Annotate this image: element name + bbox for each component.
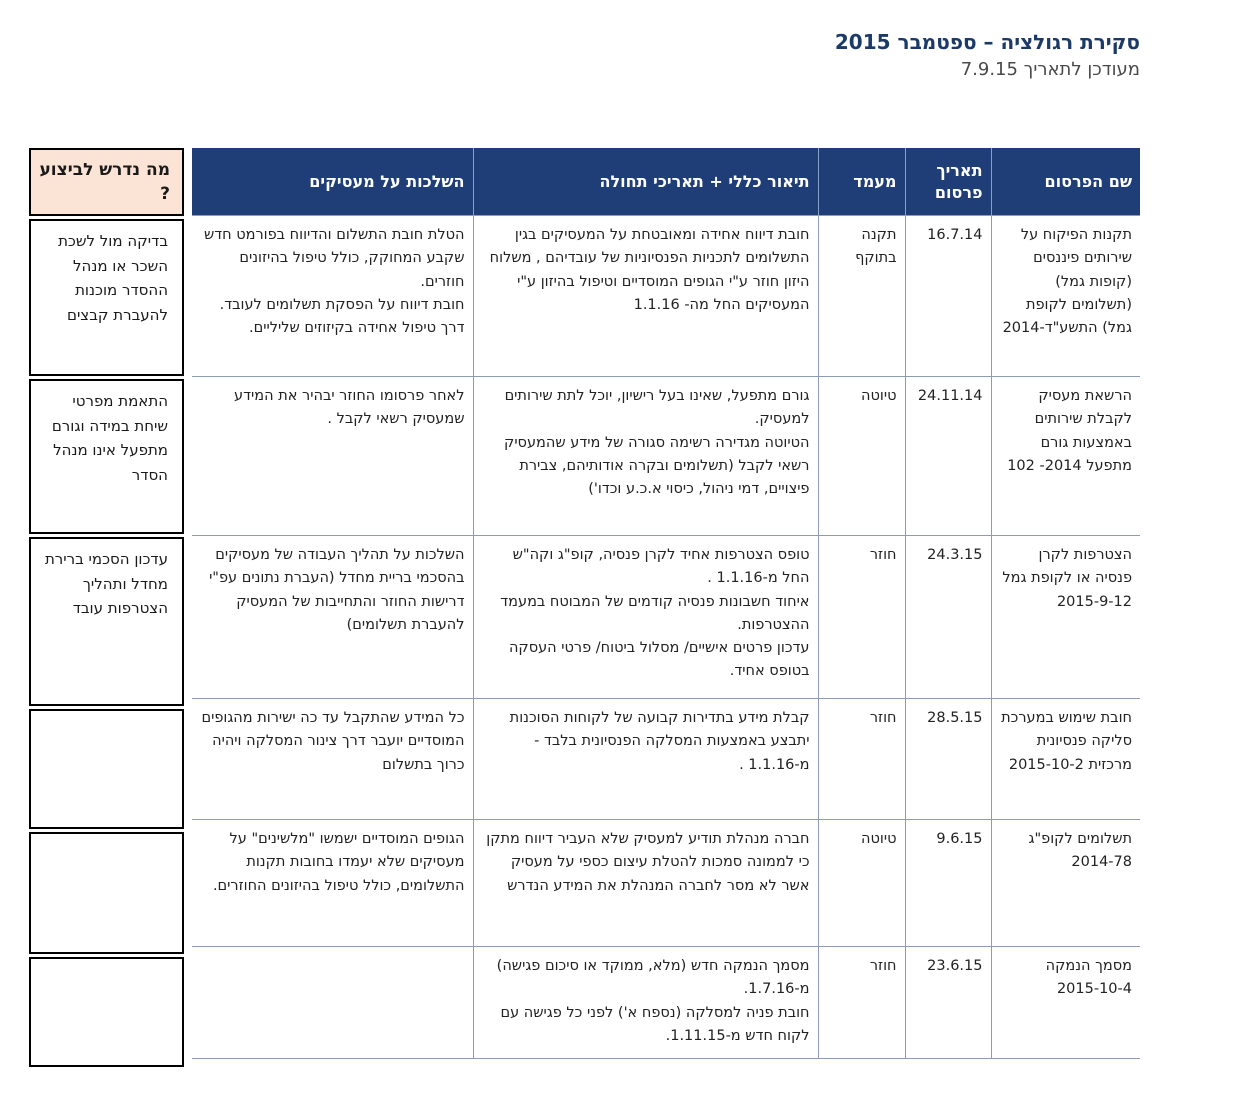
- description-cell: [473, 947, 818, 1059]
- table-row: [192, 216, 1140, 377]
- implications-cell: [192, 377, 473, 536]
- action-item: [29, 957, 184, 1067]
- status-cell: טיוטה: [818, 377, 905, 536]
- implications-paragraph: כל המידע שהתקבל עד כה ישירות מהגופים המוסדיים יועבר דרך צינור המסלקה ויהיה כרוך בתשלום: [201, 710, 465, 773]
- column-header-name: שם הפרסום: [991, 148, 1140, 216]
- implications-cell: [192, 947, 473, 1059]
- table-row: [192, 820, 1140, 947]
- document-title: סקירת רגולציה – ספטמבר 2015: [834, 30, 1140, 54]
- table-header-row: [192, 148, 1140, 216]
- action-item: עדכון הסכמי ברירת מחדל ותהליך הצטרפות עובד: [29, 537, 184, 706]
- document-header: [835, 28, 1140, 84]
- publication-name-cell: מסמך הנמקה 2015-10-4: [991, 947, 1140, 1059]
- implications-paragraph: חובת דיווח על הפסקת תשלומים לעובד.: [219, 296, 465, 313]
- action-column-header: מה נדרש לביצוע ?: [29, 148, 184, 216]
- regulation-table: [192, 148, 1140, 1059]
- column-header-description: תיאור כללי + תאריכי תחולה: [473, 148, 818, 216]
- action-item: [29, 709, 184, 829]
- publication-date-cell: 24.3.15: [905, 536, 991, 699]
- implications-paragraph: לאחר פרסומו החוזר יבהיר את המידע שמעסיק רשאי לקבל .: [234, 388, 465, 428]
- description-paragraph: קבלת מידע בתדירות קבועה של לקוחות הסוכנות יתבצע באמצעות המסלקה הפנסיונית בלבד - מ-1.1.16 .: [509, 710, 810, 773]
- description-paragraph: עדכון פרטים אישיים/ מסלול ביטוח/ פרטי העסקה בטופס אחיד.: [508, 640, 810, 680]
- description-cell: [473, 820, 818, 947]
- status-cell: חוזר: [818, 536, 905, 699]
- implications-cell: [192, 820, 473, 947]
- table-row: [192, 377, 1140, 536]
- implications-paragraph: הגופים המוסדיים ישמשו "מלשינים" על מעסיקים שלא יעמדו בחובות תקנות התשלומים, כולל טיפול בהיזונים החוזרים.: [212, 831, 465, 894]
- table-row: [192, 699, 1140, 820]
- publication-name-cell: חובת שימוש במערכת סליקה פנסיונית מרכזית 2015-10-2: [991, 699, 1140, 820]
- status-cell: טיוטה: [818, 820, 905, 947]
- action-item: בדיקה מול לשכת השכר או מנהל ההסדר מוכנות להעברת קבצים: [29, 219, 184, 376]
- description-paragraph: גורם מתפעל, שאינו בעל רישיון, יוכל לתת שירותים למעסיק.: [504, 388, 810, 428]
- description-cell: [473, 377, 818, 536]
- publication-date-cell: 24.11.14: [905, 377, 991, 536]
- publication-name-cell: תשלומים לקופ"ג 2014-78: [991, 820, 1140, 947]
- publication-date-cell: 23.6.15: [905, 947, 991, 1059]
- description-paragraph: איחוד חשבונות פנסיה קודמים של המבוטח במעמד ההצטרפות.: [500, 593, 810, 633]
- implications-cell: [192, 699, 473, 820]
- publication-name-cell: הרשאת מעסיק לקבלת שירותים באמצעות גורם מתפעל 2014- 102: [991, 377, 1140, 536]
- action-item: [29, 832, 184, 954]
- publication-date-cell: 9.6.15: [905, 820, 991, 947]
- publication-date-cell: 28.5.15: [905, 699, 991, 820]
- action-column: [29, 148, 184, 1067]
- status-cell: תקנה בתוקף: [818, 216, 905, 377]
- column-header-implications: השלכות על מעסיקים: [192, 148, 473, 216]
- description-cell: [473, 536, 818, 699]
- table-row: [192, 947, 1140, 1059]
- publication-date-cell: 16.7.14: [905, 216, 991, 377]
- description-paragraph: חובת פניה למסלקה (נספח א') לפני כל פגישה עם לקוח חדש מ-1.11.15.: [500, 1004, 810, 1044]
- table-row: [192, 536, 1140, 699]
- description-cell: [473, 216, 818, 377]
- publication-name-cell: תקנות הפיקוח על שירותים פיננסים (קופות גמל) (תשלומים לקופת גמל) התשע"ד-2014: [991, 216, 1140, 377]
- publication-name-cell: הצטרפות לקרן פנסיה או לקופת גמל 2015-9-12: [991, 536, 1140, 699]
- description-paragraph: חובת דיווח אחידה ומאובטחת על המעסיקים בגין התשלומים לתכניות הפנסיוניות של עובדיהם , משלוח היזון חוזר ע"י הגופים המוסדיים וטיפול בהיזון ע"י המעסיקים החל מה- 1.1.16: [489, 227, 810, 313]
- status-cell: חוזר: [818, 947, 905, 1059]
- implications-cell: [192, 536, 473, 699]
- document-subtitle: מעודכן לתאריך 7.9.15: [960, 59, 1140, 80]
- description-paragraph: הטיוטה מגדירה רשימה סגורה של מידע שהמעסיק רשאי לקבל (תשלומים ובקרה אודותיהם, צבירת פיצויים, דמי ניהול, כיסוי א.כ.ע וכדו'): [504, 434, 810, 498]
- description-paragraph: חברה מנהלת תודיע למעסיק שלא העביר דיווח מתקן כי לממונה סמכות להטלת עיצום כספי על מעסיק אשר לא מסר לחברה המנהלת את המידע הנדרש: [486, 831, 810, 894]
- description-paragraph: טופס הצטרפות אחיד לקרן פנסיה, קופ"ג וקה"ש החל מ-1.1.16 .: [512, 547, 810, 587]
- implications-paragraph: הטלת חובת התשלום והדיווח בפורמט חדש שקבע המחוקק, כולל טיפול בהיזונים חוזרים.: [203, 227, 465, 290]
- implications-paragraph: דרך טיפול אחידה בקיזוזים שליליים.: [249, 320, 465, 337]
- status-cell: חוזר: [818, 699, 905, 820]
- implications-cell: [192, 216, 473, 377]
- column-header-date: תאריך פרסום: [905, 148, 991, 216]
- column-header-status: מעמד: [818, 148, 905, 216]
- description-paragraph: מסמך הנמקה חדש (מלא, ממוקד או סיכום פגישה) מ-1.7.16.: [496, 958, 810, 998]
- description-cell: [473, 699, 818, 820]
- action-item: התאמת מפרטי שיחת במידה וגורם מתפעל אינו מנהל הסדר: [29, 379, 184, 534]
- implications-paragraph: השלכות על תהליך העבודה של מעסיקים בהסכמי בריית מחדל (העברת נתונים עפ"י דרישות החוזר והתחייבות של המעסיק להעברת תשלומים): [209, 547, 465, 633]
